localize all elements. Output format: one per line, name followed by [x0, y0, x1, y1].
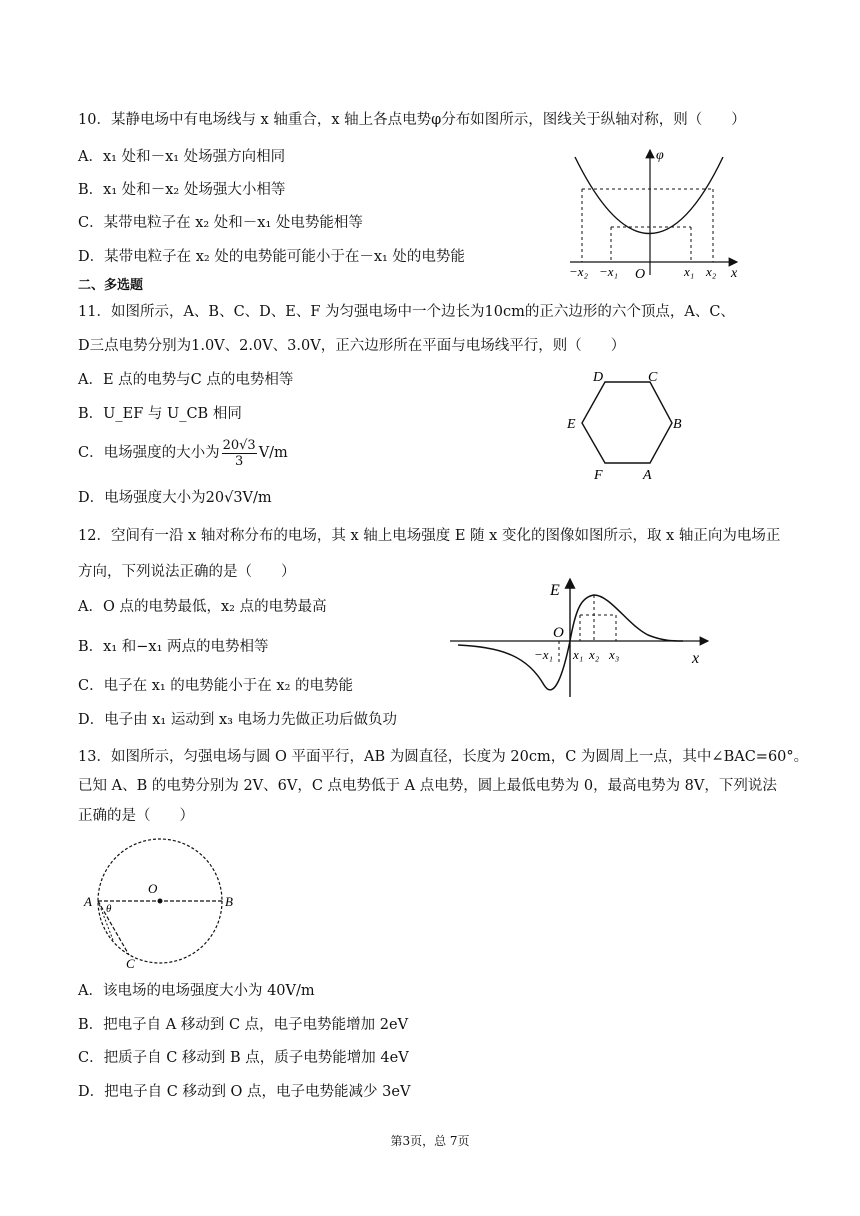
q10-option-b: B．x₁ 处和－x₂ 处场强大小相等 — [78, 182, 286, 198]
q13-label-a: A — [84, 894, 92, 909]
q13-label-b: B — [225, 894, 233, 909]
q13-label-c: C — [126, 956, 135, 971]
q12-tick-x2: x₂ — [589, 647, 600, 662]
q11-vertex-b: B — [673, 417, 682, 432]
q12-stem-line1: 12．空间有一沿 x 轴对称分布的电场，其 x 轴上电场强度 E 随 x 变化的图像如图所示，取 x 轴正向为电场正 — [78, 528, 781, 544]
q10-tick-x2: x₂ — [706, 264, 717, 279]
q11-option-c — [78, 436, 288, 470]
q11-vertex-d: D — [593, 370, 604, 385]
q13-option-c: C．把质子自 C 移动到 B 点，质子电势能增加 4eV — [78, 1050, 409, 1066]
q10-potential-graph — [565, 145, 745, 280]
q10-option-d: D．某带电粒子在 x₂ 处的电势能可能小于在－x₁ 处的电势能 — [78, 249, 465, 265]
q10-x-label: x — [731, 266, 738, 281]
q11-option-c-prefix: C．电场强度的大小为 — [78, 445, 220, 461]
q12-tick-x1: x₁ — [573, 647, 584, 662]
q11-vertex-a: A — [643, 468, 652, 483]
q12-origin-label: O — [553, 625, 564, 641]
q11-stem-line2: D三点电势分别为1.0V、2.0V、3.0V，正六边形所在平面与电场线平行，则（ ） — [78, 338, 626, 354]
q11-stem-line1: 11．如图所示，A、B、C、D、E、F 为匀强电场中一个边长为10cm的正六边形的六个顶点，A、C、 — [78, 304, 735, 320]
q12-field-graph — [448, 575, 718, 700]
q11-hexagon-figure — [562, 365, 692, 485]
q12-option-a: A．O 点的电势最低，x₂ 点的电势最高 — [78, 599, 327, 615]
q11-option-c-numerator: 20√3 — [222, 437, 256, 453]
q10-option-c: C．某带电粒子在 x₂ 处和－x₁ 处电势能相等 — [78, 215, 363, 231]
q12-x-label: x — [692, 650, 700, 667]
q13-circle-figure — [78, 838, 248, 978]
q12-option-b: B．x₁ 和−x₁ 两点的电势相等 — [78, 639, 269, 655]
q13-label-o: O — [148, 881, 158, 896]
q13-label-theta: θ — [106, 903, 112, 915]
q11-option-c-denominator: 3 — [235, 453, 244, 469]
q11-option-c-unit: V/m — [258, 445, 288, 461]
q13-stem-line3: 正确的是（ ） — [78, 808, 194, 824]
q11-vertex-c: C — [648, 370, 658, 385]
q11-option-a: A．E 点的电势与C 点的电势相等 — [78, 372, 294, 388]
q11-option-b: B．U_EF 与 U_CB 相同 — [78, 406, 242, 422]
q13-stem-line1: 13．如图所示，匀强电场与圆 O 平面平行，AB 为圆直径，长度为 20cm，C 为圆周上一点，其中∠BAC=60°。 — [78, 749, 809, 765]
q12-stem-line2: 方向，下列说法正确的是（ ） — [78, 564, 296, 580]
q12-tick-x3: x₃ — [609, 647, 620, 662]
q10-option-a: A．x₁ 处和－x₁ 处场强方向相同 — [78, 149, 286, 165]
q10-y-label: φ — [656, 148, 664, 163]
q10-tick-neg-x2: −x₂ — [569, 264, 589, 279]
q13-option-a: A．该电场的电场强度大小为 40V/m — [78, 983, 315, 999]
page-footer: 第3页，总 7页 — [390, 1134, 470, 1148]
q12-option-d: D．电子由 x₁ 运动到 x₃ 电场力先做正功后做负功 — [78, 712, 398, 728]
q12-y-label: E — [550, 582, 560, 599]
q11-vertex-f: F — [594, 468, 603, 483]
q11-vertex-e: E — [567, 417, 576, 432]
q10-stem: 10．某静电场中有电场线与 x 轴重合，x 轴上各点电势φ分布如图所示，图线关于纵轴对称，则（ ） — [78, 112, 746, 128]
q12-option-c: C．电子在 x₁ 的电势能小于在 x₂ 的电势能 — [78, 678, 354, 694]
q13-option-d: D．把电子自 C 移动到 O 点，电子电势能减少 3eV — [78, 1084, 411, 1100]
q13-stem-line2: 已知 A、B 的电势分别为 2V、6V，C 点电势低于 A 点电势，圆上最低电势为 0，最高电势为 8V，下列说法 — [78, 778, 777, 794]
section-header-multi-choice: 二、多选题 — [78, 278, 144, 293]
q10-tick-neg-x1: −x₁ — [599, 264, 619, 279]
q11-option-d: D．电场强度大小为20√3V/m — [78, 490, 272, 506]
q10-tick-x1: x₁ — [684, 264, 695, 279]
q12-tick-neg-x1: −x₁ — [534, 647, 554, 662]
q11-option-c-fraction — [222, 438, 257, 469]
q13-option-b: B．把电子自 A 移动到 C 点，电子电势能增加 2eV — [78, 1017, 409, 1033]
q10-origin-label: O — [635, 267, 646, 282]
